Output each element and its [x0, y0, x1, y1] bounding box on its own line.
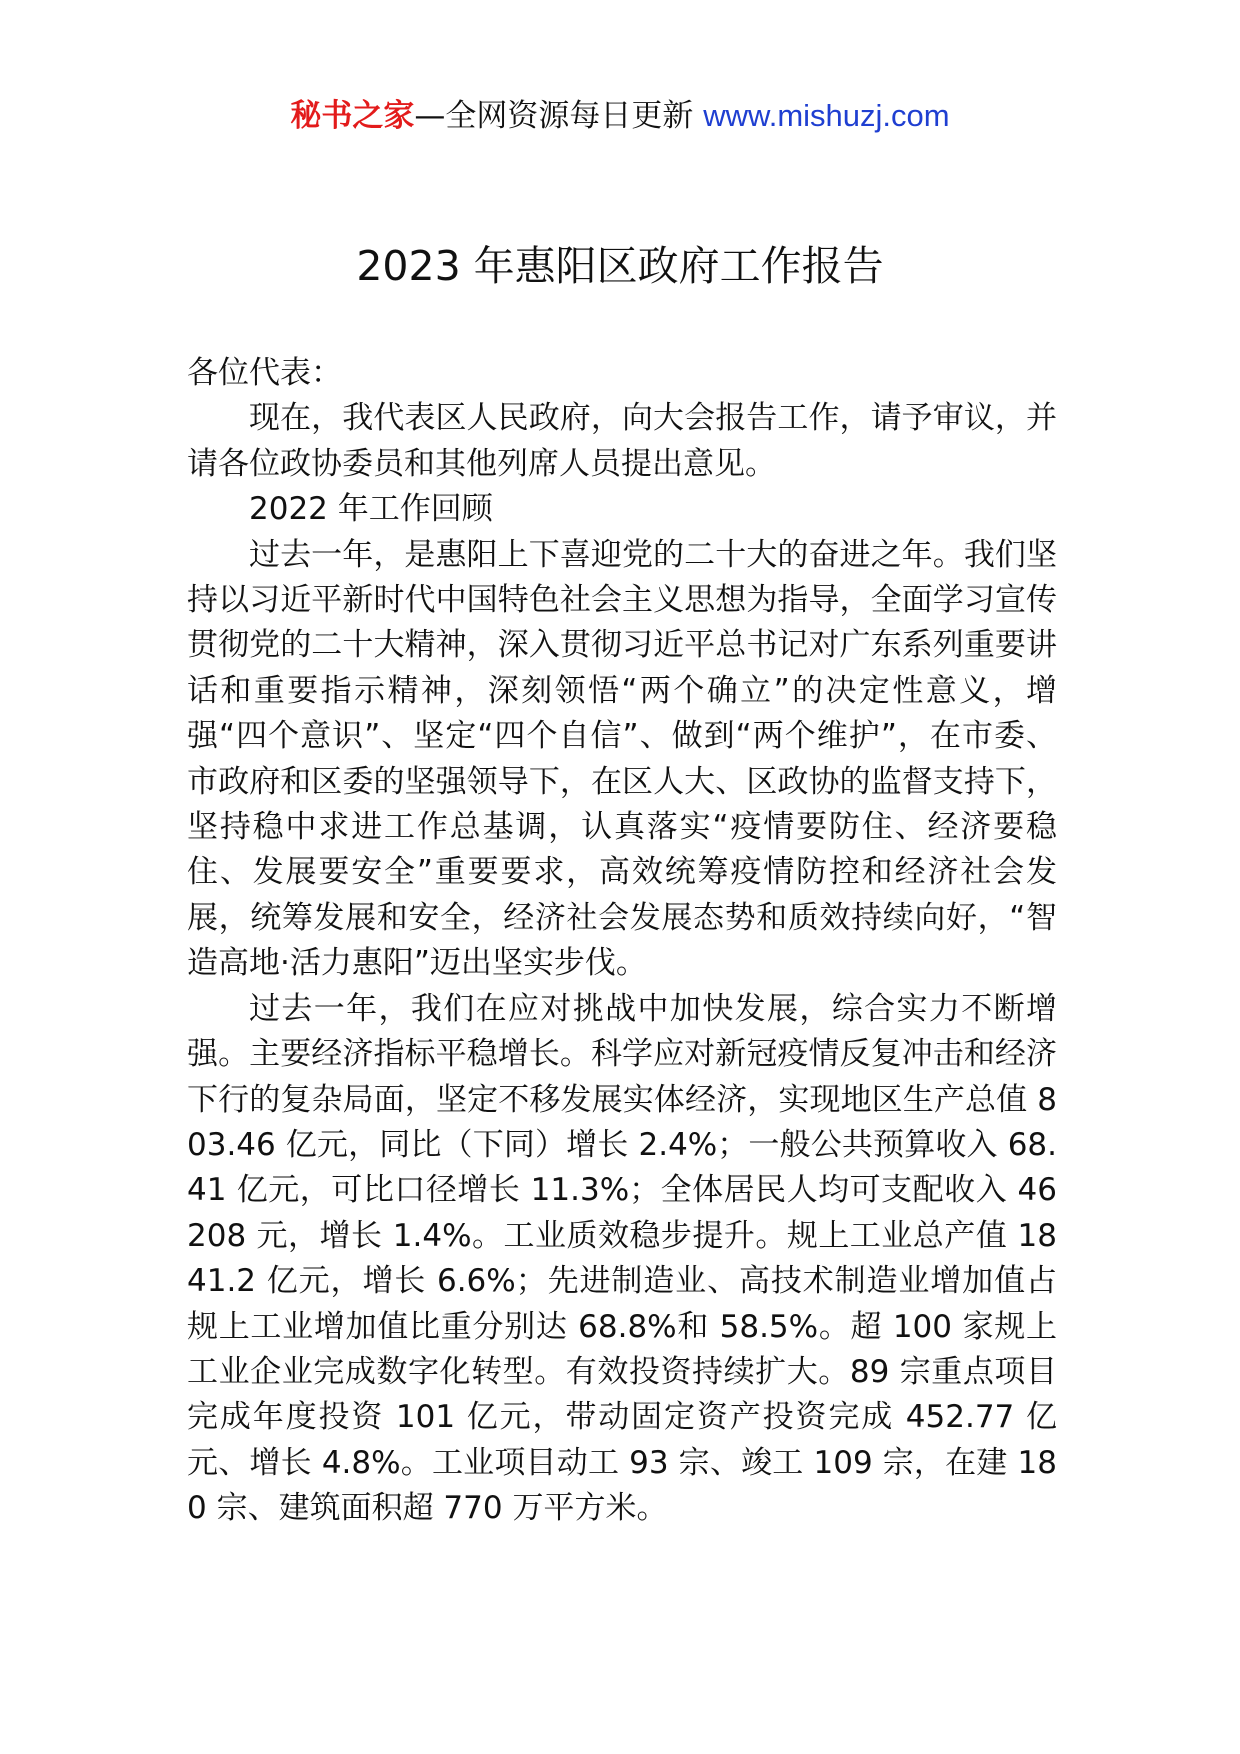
section-heading: 2022 年工作回顾 — [249, 491, 493, 528]
document-body — [187, 351, 1057, 1532]
review-paragraph: 过去一年，是惠阳上下喜迎党的二十大的奋进之年。我们坚持以习近平新时代中国特色社会主义思想为指导，全面学习宣传贯彻党的二十大精神，深入贯彻习近平总书记对广东系列重要讲话和重要指示精神，深刻领悟“两个确立”的决定性意义，增强“四个意识”、坚定“四个自信”、做到“两个维护”，在市委、市政府和区委的坚强领导下，在区人大、区政协的监督支持下，坚持稳中求进工作总基调，认真落实“疫情要防住、经济要稳住、发展要安全”重要要求，高效统筹疫情防控和经济社会发展，统筹发展和安全，经济社会发展态势和质效持续向好，“智造高地·活力惠阳”迈出坚实步伐。 — [187, 536, 1057, 982]
site-url-link[interactable]: www.mishuzj.com — [703, 98, 950, 133]
salutation: 各位代表： — [187, 355, 342, 391]
site-header — [0, 96, 1240, 136]
document-title: 2023 年惠阳区政府工作报告 — [356, 242, 884, 290]
achievements-paragraph: 过去一年，我们在应对挑战中加快发展，综合实力不断增强。主要经济指标平稳增长。科学应对新冠疫情反复冲击和经济下行的复杂局面，坚定不移发展实体经济，实现地区生产总值 803.46 亿元，同比（下同）增长 2.4%；一般公共预算收入 68.41 亿元，可比口径增长 11.3%；全体居民人均可支配收入 46208 元，增长 1.4%。工业质效稳步提升。规上工业总产值 1841.2 亿元，增长 6.6%；先进制造业、高技术制造业增加值占规上工业增加值比重分别达 68.8%和 58.5%。超 100 家规上工业企业完成数字化转型。有效投资持续扩大。89 宗重点项目完成年度投资 101 亿元，带动固定资产投资完成 452.77 亿元、增长 4.8%。工业项目动工 93 宗、竣工 109 宗，在建 180 宗、建筑面积超 770 万平方米。 — [187, 990, 1057, 1527]
site-tagline: —全网资源每日更新 — [414, 98, 694, 134]
brand-name: 秘书之家 — [290, 98, 415, 134]
opening-paragraph: 现在，我代表区人民政府，向大会报告工作，请予审议，并请各位政协委员和其他列席人员提出意见。 — [187, 400, 1057, 482]
